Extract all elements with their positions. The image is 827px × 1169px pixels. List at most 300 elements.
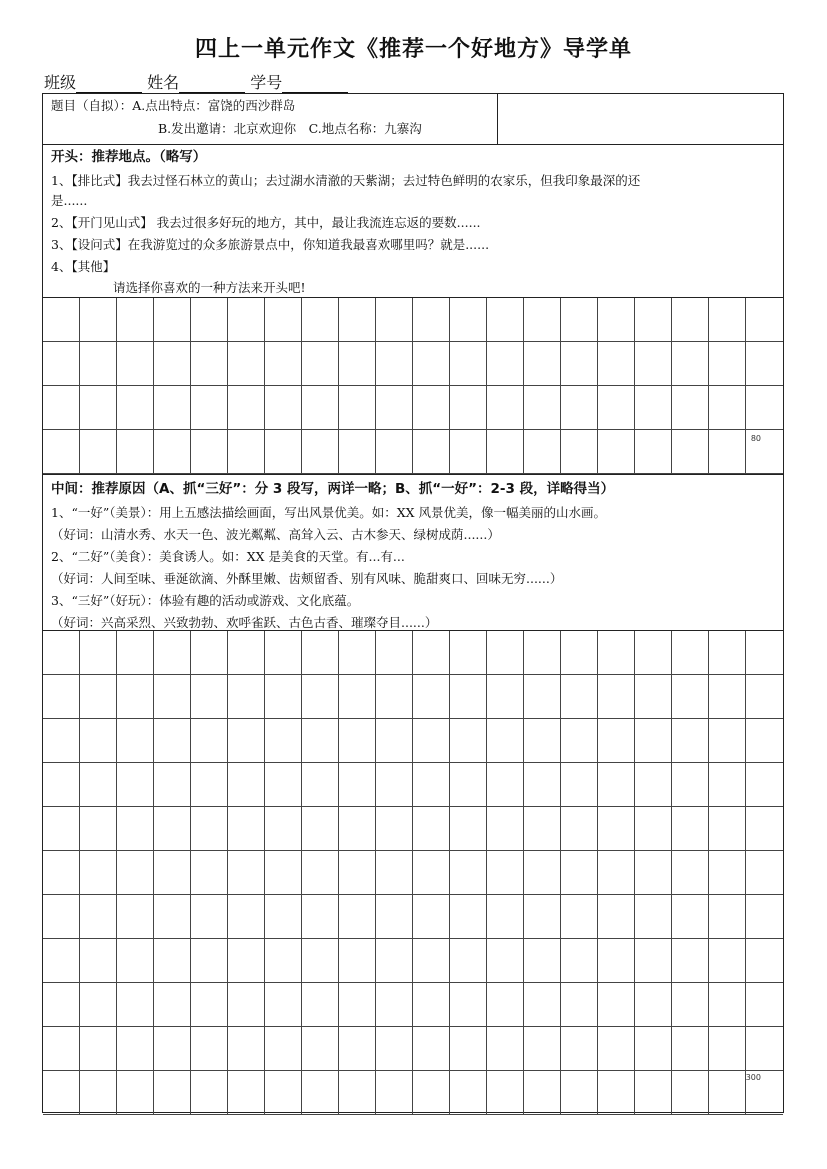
grid-cell[interactable] (228, 631, 265, 675)
grid-cell[interactable] (450, 983, 487, 1027)
grid-cell[interactable] (117, 763, 154, 807)
grid-cell[interactable] (265, 763, 302, 807)
grid-cell[interactable] (339, 631, 376, 675)
grid-cell[interactable] (302, 342, 339, 386)
grid-cell[interactable] (746, 386, 783, 430)
grid-cell[interactable] (228, 386, 265, 430)
grid-cell[interactable] (154, 430, 191, 474)
grid-cell[interactable] (598, 631, 635, 675)
grid-cell[interactable] (413, 1027, 450, 1071)
grid-cell[interactable] (376, 763, 413, 807)
grid-cell[interactable] (117, 1027, 154, 1071)
grid-cell[interactable] (117, 298, 154, 342)
grid-cell[interactable] (450, 851, 487, 895)
grid-cell[interactable] (450, 807, 487, 851)
grid-cell[interactable] (80, 807, 117, 851)
grid-cell[interactable] (302, 807, 339, 851)
grid-cell[interactable] (376, 342, 413, 386)
grid-cell[interactable] (265, 719, 302, 763)
grid-cell[interactable] (117, 675, 154, 719)
grid-cell[interactable] (265, 895, 302, 939)
grid-cell[interactable] (80, 939, 117, 983)
grid-cell[interactable] (413, 807, 450, 851)
grid-cell[interactable] (302, 895, 339, 939)
grid-cell[interactable] (561, 631, 598, 675)
grid-cell[interactable] (709, 763, 746, 807)
grid-cell[interactable] (598, 1027, 635, 1071)
grid-cell[interactable] (524, 807, 561, 851)
grid-cell[interactable] (635, 807, 672, 851)
grid-cell[interactable] (80, 631, 117, 675)
grid-cell[interactable] (635, 1071, 672, 1115)
grid-cell[interactable] (598, 983, 635, 1027)
grid-cell[interactable] (709, 675, 746, 719)
grid-cell[interactable] (191, 298, 228, 342)
grid-cell[interactable] (524, 895, 561, 939)
grid-cell[interactable] (561, 298, 598, 342)
grid-cell[interactable] (487, 430, 524, 474)
grid-cell[interactable] (524, 851, 561, 895)
grid-cell[interactable] (265, 1071, 302, 1115)
grid-cell[interactable] (746, 631, 783, 675)
grid-cell[interactable] (635, 1027, 672, 1071)
grid-cell[interactable] (672, 895, 709, 939)
grid-cell[interactable] (154, 807, 191, 851)
grid-cell[interactable] (524, 386, 561, 430)
grid-cell[interactable] (302, 386, 339, 430)
grid-cell[interactable] (154, 631, 191, 675)
grid-cell[interactable] (43, 763, 80, 807)
grid-cell[interactable] (450, 1027, 487, 1071)
grid-cell[interactable] (413, 342, 450, 386)
grid-cell[interactable] (154, 763, 191, 807)
grid-cell[interactable] (228, 851, 265, 895)
grid-cell[interactable] (228, 939, 265, 983)
grid-cell[interactable] (80, 983, 117, 1027)
grid-cell[interactable] (154, 983, 191, 1027)
grid-cell[interactable] (487, 851, 524, 895)
grid-cell[interactable] (450, 719, 487, 763)
grid-cell[interactable] (413, 298, 450, 342)
grid-cell[interactable] (339, 675, 376, 719)
grid-cell[interactable] (672, 851, 709, 895)
grid-cell[interactable] (524, 1027, 561, 1071)
grid-cell[interactable] (598, 807, 635, 851)
grid-cell[interactable] (117, 1071, 154, 1115)
grid-cell[interactable] (265, 807, 302, 851)
grid-cell[interactable] (413, 939, 450, 983)
grid-cell[interactable] (746, 763, 783, 807)
grid-cell[interactable] (413, 983, 450, 1027)
grid-cell[interactable] (709, 430, 746, 474)
grid-cell[interactable] (598, 895, 635, 939)
grid-cell[interactable] (672, 807, 709, 851)
grid-cell[interactable] (339, 1027, 376, 1071)
grid-cell[interactable] (154, 895, 191, 939)
grid-cell[interactable] (487, 895, 524, 939)
grid-cell[interactable] (561, 430, 598, 474)
grid-cell[interactable] (265, 386, 302, 430)
grid-cell[interactable] (561, 983, 598, 1027)
grid-cell[interactable] (117, 719, 154, 763)
grid-cell[interactable] (80, 386, 117, 430)
grid-cell[interactable] (524, 939, 561, 983)
grid-cell[interactable] (191, 807, 228, 851)
grid-cell[interactable] (746, 851, 783, 895)
grid-cell[interactable] (635, 983, 672, 1027)
grid-cell[interactable] (376, 719, 413, 763)
grid-cell[interactable] (339, 983, 376, 1027)
grid-cell[interactable] (154, 719, 191, 763)
grid-cell[interactable] (43, 675, 80, 719)
grid-cell[interactable] (746, 675, 783, 719)
grid-cell[interactable] (376, 983, 413, 1027)
grid-cell[interactable] (524, 983, 561, 1027)
grid-cell[interactable] (43, 298, 80, 342)
grid-cell[interactable] (709, 895, 746, 939)
grid-cell[interactable] (672, 631, 709, 675)
number-blank[interactable] (282, 74, 348, 93)
grid-cell[interactable] (672, 1027, 709, 1071)
grid-cell[interactable] (561, 1071, 598, 1115)
grid-cell[interactable] (487, 807, 524, 851)
grid-cell[interactable] (339, 719, 376, 763)
grid-cell[interactable] (376, 631, 413, 675)
grid-cell[interactable] (413, 1071, 450, 1115)
grid-cell[interactable] (376, 1071, 413, 1115)
grid-cell[interactable] (302, 719, 339, 763)
grid-cell[interactable] (339, 763, 376, 807)
grid-cell[interactable] (524, 430, 561, 474)
grid-cell[interactable] (191, 675, 228, 719)
grid-cell[interactable] (154, 675, 191, 719)
grid-cell[interactable] (154, 386, 191, 430)
grid-cell[interactable] (413, 895, 450, 939)
middle-writing-grid[interactable] (43, 630, 783, 1115)
grid-cell[interactable] (80, 298, 117, 342)
grid-cell[interactable] (709, 719, 746, 763)
grid-cell[interactable] (265, 1027, 302, 1071)
grid-cell[interactable] (80, 342, 117, 386)
grid-cell[interactable] (191, 939, 228, 983)
grid-cell[interactable] (339, 851, 376, 895)
grid-cell[interactable] (191, 1027, 228, 1071)
grid-cell[interactable] (265, 983, 302, 1027)
grid-cell[interactable] (376, 386, 413, 430)
grid-cell[interactable] (561, 807, 598, 851)
grid-cell[interactable] (376, 430, 413, 474)
grid-cell[interactable] (635, 298, 672, 342)
grid-cell[interactable] (43, 1071, 80, 1115)
name-blank[interactable] (179, 74, 245, 93)
grid-cell[interactable] (561, 719, 598, 763)
grid-cell[interactable] (598, 763, 635, 807)
grid-cell[interactable] (746, 807, 783, 851)
grid-cell[interactable] (524, 298, 561, 342)
grid-cell[interactable] (450, 631, 487, 675)
grid-cell[interactable] (561, 1027, 598, 1071)
grid-cell[interactable] (43, 895, 80, 939)
grid-cell[interactable] (487, 675, 524, 719)
grid-cell[interactable] (302, 298, 339, 342)
grid-cell[interactable] (635, 763, 672, 807)
grid-cell[interactable] (43, 386, 80, 430)
grid-cell[interactable] (228, 719, 265, 763)
grid-cell[interactable] (265, 939, 302, 983)
grid-cell[interactable] (191, 631, 228, 675)
grid-cell[interactable] (413, 719, 450, 763)
grid-cell[interactable] (450, 342, 487, 386)
grid-cell[interactable] (709, 631, 746, 675)
grid-cell[interactable] (672, 719, 709, 763)
grid-cell[interactable] (450, 939, 487, 983)
grid-cell[interactable] (191, 430, 228, 474)
grid-cell[interactable] (413, 631, 450, 675)
grid-cell[interactable] (635, 895, 672, 939)
grid-cell[interactable] (598, 386, 635, 430)
grid-cell[interactable] (635, 675, 672, 719)
grid-cell[interactable] (709, 851, 746, 895)
grid-cell[interactable] (709, 386, 746, 430)
grid-cell[interactable] (117, 851, 154, 895)
grid-cell[interactable] (228, 895, 265, 939)
grid-cell[interactable] (376, 851, 413, 895)
grid-cell[interactable] (487, 719, 524, 763)
grid-cell[interactable] (561, 895, 598, 939)
grid-cell[interactable] (117, 983, 154, 1027)
grid-cell[interactable] (524, 675, 561, 719)
grid-cell[interactable] (302, 675, 339, 719)
grid-cell[interactable] (228, 763, 265, 807)
grid-cell[interactable] (709, 1071, 746, 1115)
grid-cell[interactable] (487, 983, 524, 1027)
grid-cell[interactable] (191, 983, 228, 1027)
grid-cell[interactable] (228, 807, 265, 851)
grid-cell[interactable] (487, 342, 524, 386)
grid-cell[interactable] (80, 675, 117, 719)
grid-cell[interactable] (302, 1071, 339, 1115)
grid-cell[interactable] (376, 1027, 413, 1071)
grid-cell[interactable] (635, 851, 672, 895)
grid-cell[interactable] (265, 631, 302, 675)
grid-cell[interactable] (450, 1071, 487, 1115)
grid-cell[interactable] (709, 807, 746, 851)
grid-cell[interactable] (154, 939, 191, 983)
grid-cell[interactable] (191, 851, 228, 895)
grid-cell[interactable] (487, 386, 524, 430)
class-blank[interactable] (76, 74, 142, 93)
grid-cell[interactable] (746, 298, 783, 342)
grid-cell[interactable] (302, 631, 339, 675)
grid-cell[interactable] (376, 895, 413, 939)
grid-cell[interactable] (746, 983, 783, 1027)
grid-cell[interactable] (43, 430, 80, 474)
grid-cell[interactable] (598, 1071, 635, 1115)
grid-cell[interactable] (302, 430, 339, 474)
grid-cell[interactable] (191, 342, 228, 386)
grid-cell[interactable] (524, 342, 561, 386)
grid-cell[interactable] (228, 675, 265, 719)
grid-cell[interactable] (635, 342, 672, 386)
grid-cell[interactable] (376, 675, 413, 719)
grid-cell[interactable] (191, 386, 228, 430)
grid-cell[interactable] (376, 939, 413, 983)
grid-cell[interactable] (413, 386, 450, 430)
grid-cell[interactable] (228, 342, 265, 386)
grid-cell[interactable] (524, 631, 561, 675)
grid-cell[interactable] (80, 1071, 117, 1115)
grid-cell[interactable] (117, 631, 154, 675)
grid-cell[interactable] (487, 1071, 524, 1115)
grid-cell[interactable] (524, 1071, 561, 1115)
grid-cell[interactable] (672, 386, 709, 430)
grid-cell[interactable] (709, 983, 746, 1027)
grid-cell[interactable] (709, 298, 746, 342)
grid-cell[interactable] (80, 430, 117, 474)
grid-cell[interactable] (43, 807, 80, 851)
grid-cell[interactable] (450, 763, 487, 807)
grid-cell[interactable] (80, 1027, 117, 1071)
grid-cell[interactable] (302, 1027, 339, 1071)
grid-cell[interactable] (117, 807, 154, 851)
grid-cell[interactable] (302, 939, 339, 983)
grid-cell[interactable] (672, 298, 709, 342)
grid-cell[interactable] (228, 430, 265, 474)
grid-cell[interactable] (487, 763, 524, 807)
grid-cell[interactable] (561, 386, 598, 430)
grid-cell[interactable] (598, 430, 635, 474)
grid-cell[interactable] (43, 1027, 80, 1071)
grid-cell[interactable] (117, 895, 154, 939)
grid-cell[interactable] (43, 983, 80, 1027)
grid-cell[interactable] (43, 342, 80, 386)
grid-cell[interactable] (154, 1071, 191, 1115)
grid-cell[interactable] (265, 851, 302, 895)
grid-cell[interactable] (302, 763, 339, 807)
grid-cell[interactable] (524, 719, 561, 763)
grid-cell[interactable] (413, 675, 450, 719)
grid-cell[interactable] (413, 763, 450, 807)
grid-cell[interactable] (228, 1071, 265, 1115)
grid-cell[interactable] (561, 342, 598, 386)
grid-cell[interactable] (746, 342, 783, 386)
grid-cell[interactable] (339, 939, 376, 983)
grid-cell[interactable] (561, 763, 598, 807)
grid-cell[interactable] (117, 430, 154, 474)
grid-cell[interactable] (450, 675, 487, 719)
grid-cell[interactable] (561, 675, 598, 719)
grid-cell[interactable] (265, 675, 302, 719)
grid-cell[interactable] (487, 631, 524, 675)
grid-cell[interactable] (339, 1071, 376, 1115)
grid-cell[interactable] (709, 939, 746, 983)
grid-cell[interactable] (339, 342, 376, 386)
grid-cell[interactable] (302, 851, 339, 895)
grid-cell[interactable] (635, 386, 672, 430)
grid-cell[interactable] (339, 895, 376, 939)
grid-cell[interactable] (746, 719, 783, 763)
grid-cell[interactable] (672, 675, 709, 719)
grid-cell[interactable] (672, 342, 709, 386)
grid-cell[interactable] (43, 631, 80, 675)
grid-cell[interactable] (672, 939, 709, 983)
grid-cell[interactable] (598, 298, 635, 342)
grid-cell[interactable] (339, 298, 376, 342)
grid-cell[interactable] (635, 631, 672, 675)
grid-cell[interactable] (117, 939, 154, 983)
grid-cell[interactable] (339, 430, 376, 474)
grid-cell[interactable] (635, 939, 672, 983)
grid-cell[interactable] (339, 807, 376, 851)
grid-cell[interactable] (598, 675, 635, 719)
grid-cell[interactable] (450, 298, 487, 342)
grid-cell[interactable] (561, 851, 598, 895)
grid-cell[interactable] (80, 895, 117, 939)
grid-cell[interactable] (709, 1027, 746, 1071)
grid-cell[interactable] (487, 939, 524, 983)
grid-cell[interactable] (598, 342, 635, 386)
grid-cell[interactable] (117, 386, 154, 430)
grid-cell[interactable] (191, 719, 228, 763)
grid-cell[interactable] (746, 1027, 783, 1071)
grid-cell[interactable] (746, 939, 783, 983)
grid-cell[interactable] (524, 763, 561, 807)
grid-cell[interactable] (80, 719, 117, 763)
grid-cell[interactable] (413, 430, 450, 474)
grid-cell[interactable] (80, 851, 117, 895)
grid-cell[interactable] (228, 1027, 265, 1071)
grid-cell[interactable] (191, 895, 228, 939)
grid-cell[interactable] (228, 983, 265, 1027)
grid-cell[interactable] (672, 1071, 709, 1115)
grid-cell[interactable] (43, 719, 80, 763)
opening-writing-grid[interactable] (43, 297, 783, 474)
grid-cell[interactable] (154, 851, 191, 895)
grid-cell[interactable] (672, 983, 709, 1027)
grid-cell[interactable] (413, 851, 450, 895)
grid-cell[interactable] (450, 386, 487, 430)
grid-cell[interactable] (598, 719, 635, 763)
grid-cell[interactable] (450, 430, 487, 474)
grid-cell[interactable] (635, 430, 672, 474)
grid-cell[interactable] (117, 342, 154, 386)
grid-cell[interactable] (672, 430, 709, 474)
grid-cell[interactable] (487, 298, 524, 342)
grid-cell[interactable] (154, 1027, 191, 1071)
grid-cell[interactable] (154, 298, 191, 342)
grid-cell[interactable] (302, 983, 339, 1027)
grid-cell[interactable] (80, 763, 117, 807)
grid-cell[interactable] (265, 298, 302, 342)
grid-cell[interactable] (450, 895, 487, 939)
grid-cell[interactable] (191, 763, 228, 807)
grid-cell[interactable] (746, 895, 783, 939)
grid-cell[interactable] (265, 342, 302, 386)
grid-cell[interactable] (487, 1027, 524, 1071)
grid-cell[interactable] (43, 939, 80, 983)
grid-cell[interactable] (598, 939, 635, 983)
grid-cell[interactable] (43, 851, 80, 895)
grid-cell[interactable] (561, 939, 598, 983)
grid-cell[interactable] (709, 342, 746, 386)
grid-cell[interactable] (672, 763, 709, 807)
grid-cell[interactable] (598, 851, 635, 895)
grid-cell[interactable] (191, 1071, 228, 1115)
grid-cell[interactable] (376, 298, 413, 342)
grid-cell[interactable] (154, 342, 191, 386)
grid-cell[interactable] (376, 807, 413, 851)
grid-cell[interactable] (635, 719, 672, 763)
